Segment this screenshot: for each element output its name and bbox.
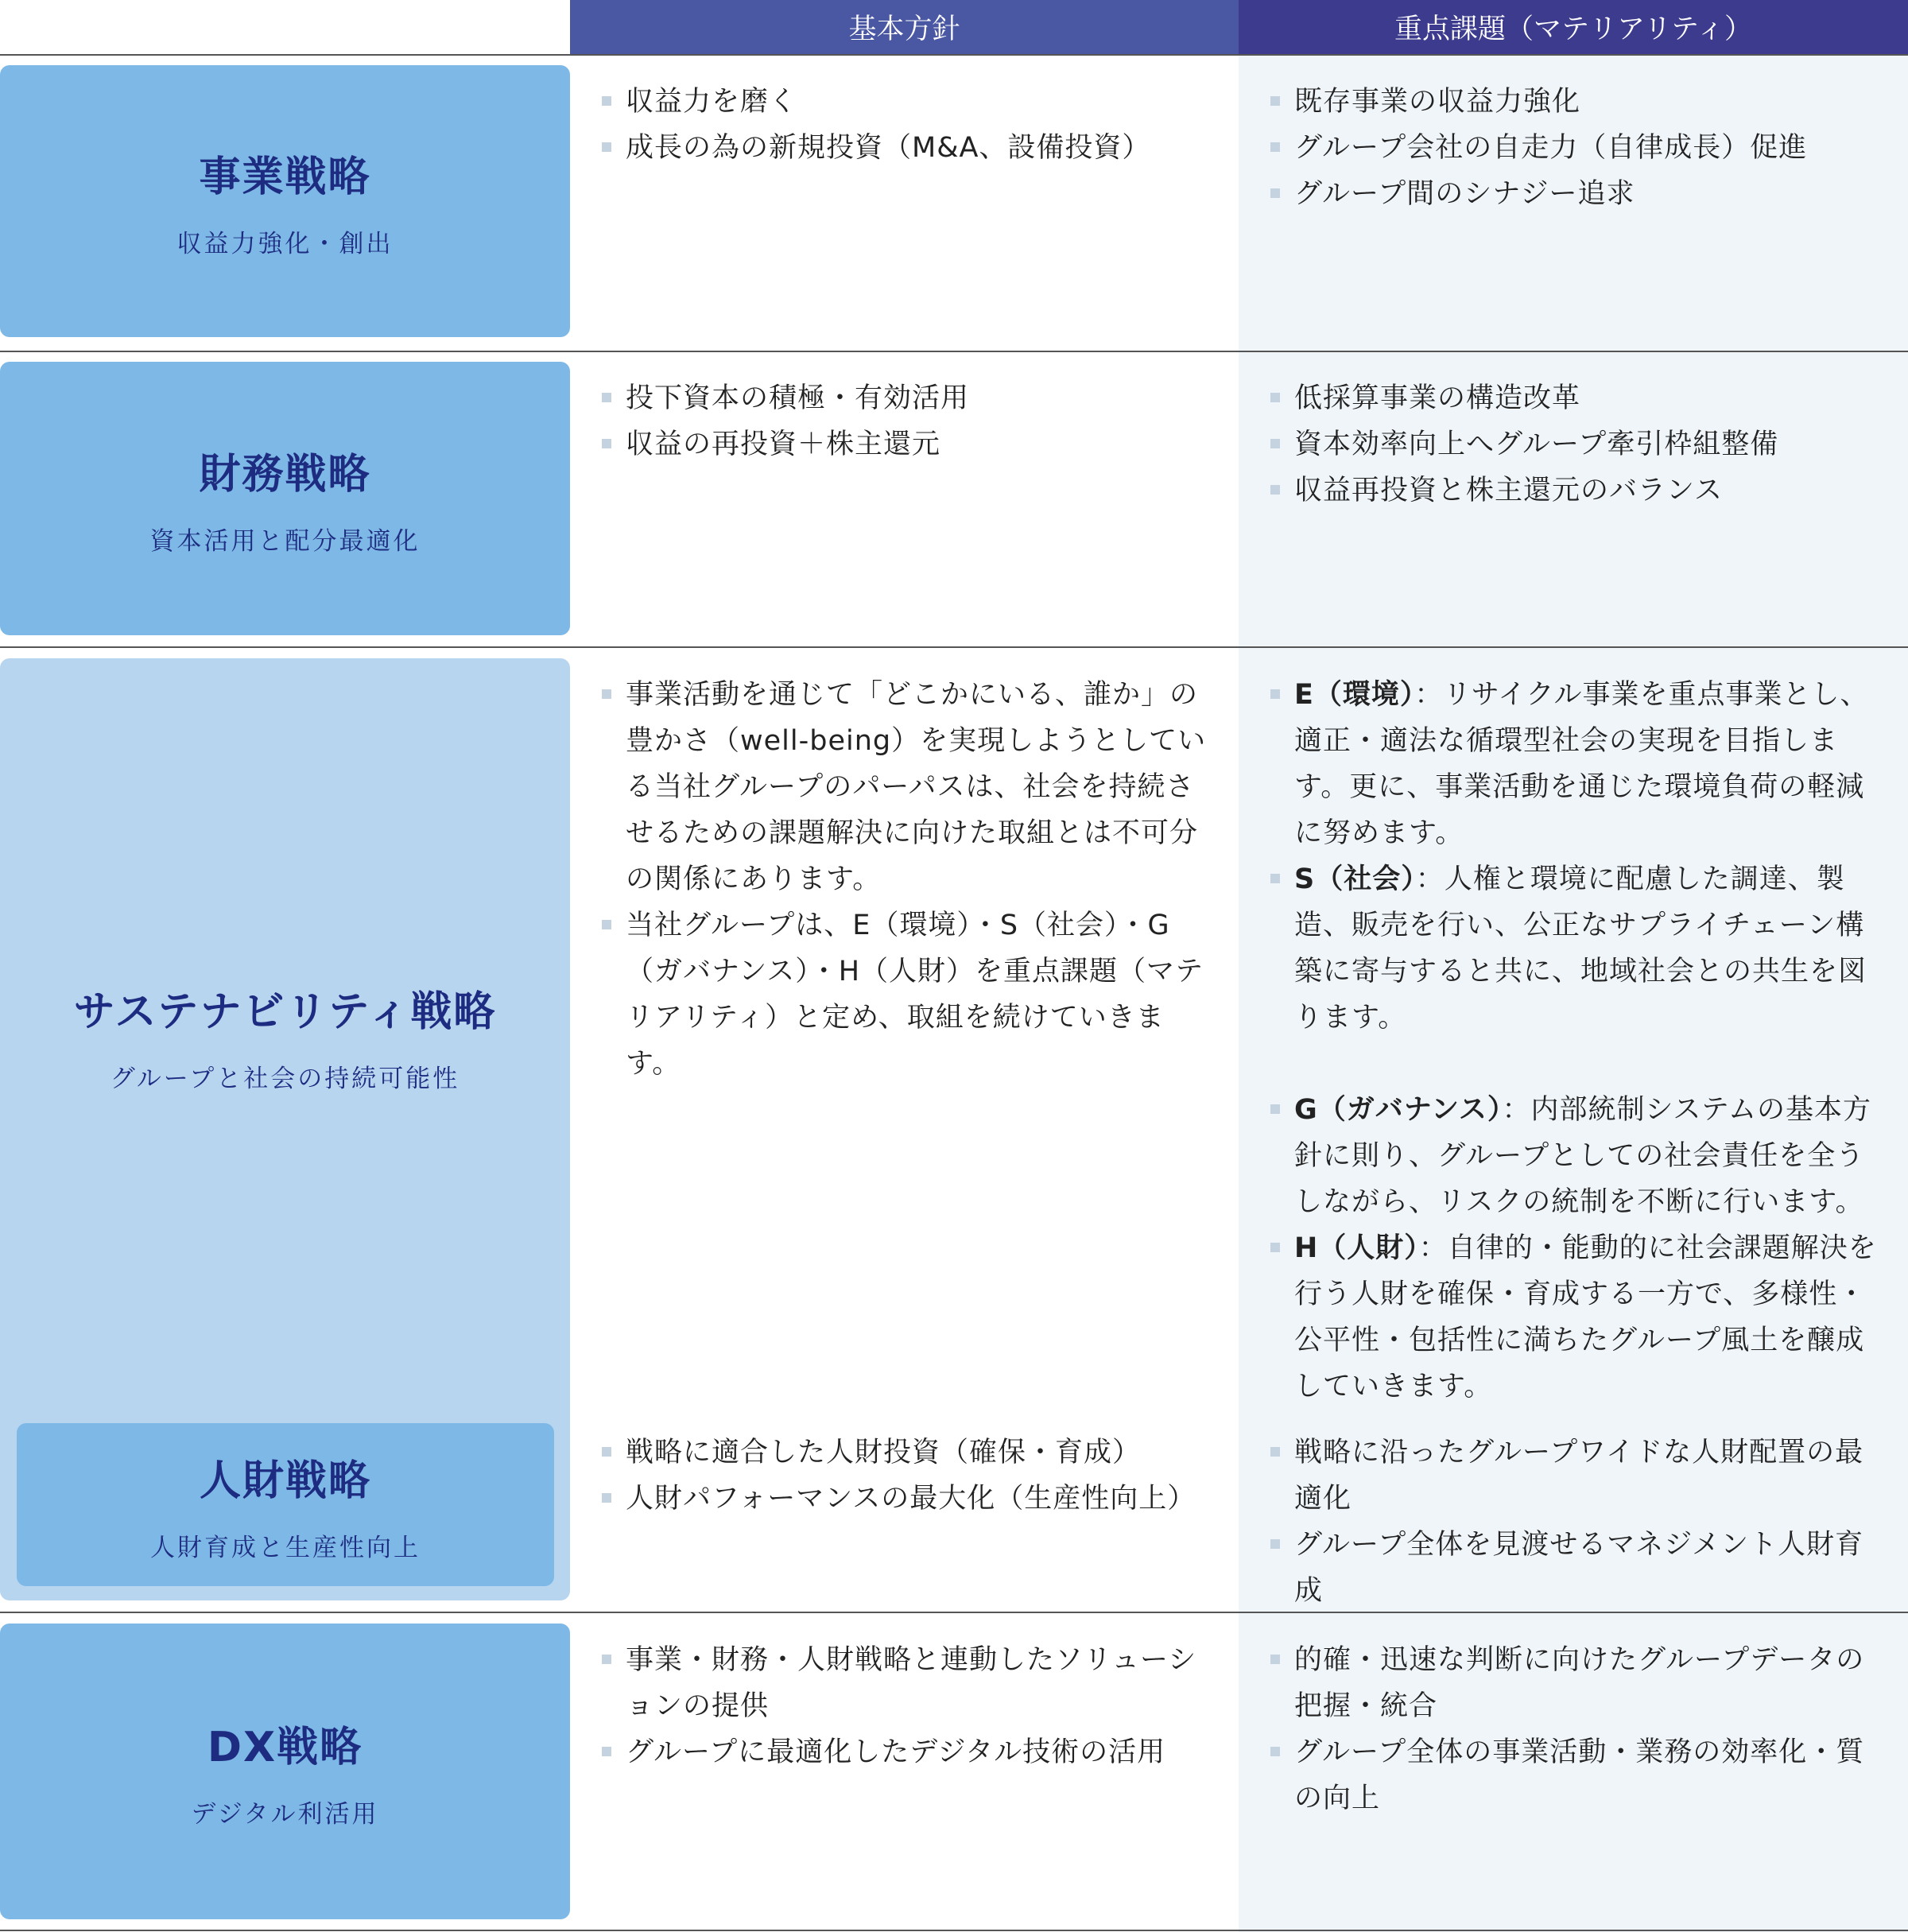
materiality-item: 既存事業の収益力強化 — [1270, 79, 1883, 125]
strategy-box-human-resources — [17, 1423, 554, 1586]
row-divider — [0, 1930, 1908, 1931]
materiality-text: ：自律的・能動的に社会課題解決を行う人財を確保・育成する一方で、多様性・公平性・包括性に満ちたグループ風土を醸成していきます。 — [1294, 1232, 1877, 1402]
materiality-item-human — [1270, 1225, 1883, 1410]
policy-item: 戦略に適合した人財投資（確保・育成） — [602, 1430, 1214, 1476]
materiality-item: 資本効率向上へグループ牽引枠組整備 — [1270, 421, 1883, 467]
row-divider — [0, 351, 1908, 352]
policy-item: 成長の為の新規投資（M&A、設備投資） — [602, 125, 1214, 171]
materiality-key: H（人財） — [1294, 1232, 1419, 1264]
policy-cell-dx — [602, 1637, 1214, 1775]
materiality-text: ：内部統制システムの基本方針に則り、グループとしての社会責任を全うしながら、リスクの統制を不断に行います。 — [1294, 1094, 1871, 1218]
policy-item: 収益力を磨く — [602, 79, 1214, 125]
materiality-cell-human-resources — [1270, 1430, 1883, 1614]
materiality-item-environment — [1270, 672, 1883, 856]
materiality-key: G（ガバナンス） — [1294, 1094, 1503, 1126]
row-divider — [0, 646, 1908, 648]
strategy-box-business — [0, 65, 570, 337]
policy-item: グループに最適化したデジタル技術の活用 — [602, 1729, 1214, 1775]
strategy-subtitle: デジタル利活用 — [191, 1800, 379, 1829]
materiality-cell-sustainability — [1270, 672, 1883, 1410]
policy-item: 事業・財務・人財戦略と連動したソリューションの提供 — [602, 1637, 1214, 1729]
materiality-key: E（環境） — [1294, 679, 1415, 711]
materiality-item: グループ全体を見渡せるマネジメント人財育成 — [1270, 1522, 1883, 1614]
materiality-item-social — [1270, 856, 1883, 1041]
strategy-box-finance — [0, 362, 570, 635]
strategy-title: 財務戦略 — [199, 451, 371, 499]
strategy-box-dx — [0, 1624, 570, 1919]
materiality-item: 戦略に沿ったグループワイドな人財配置の最適化 — [1270, 1430, 1883, 1522]
materiality-text: ：人権と環境に配慮した調達、製造、販売を行い、公正なサプライチェーン構築に寄与すると共に、地域社会との共生を図ります。 — [1294, 863, 1867, 1034]
materiality-item-governance — [1270, 1087, 1883, 1225]
sustainability-heading — [0, 658, 570, 1414]
strategy-subtitle: 資本活用と配分最適化 — [149, 527, 421, 556]
materiality-cell-dx — [1270, 1637, 1883, 1821]
materiality-cell-business — [1270, 79, 1883, 217]
header-materiality: 重点課題（マテリアリティ） — [1239, 0, 1908, 54]
materiality-key: S（社会） — [1294, 863, 1416, 895]
materiality-item: グループ間のシナジー追求 — [1270, 171, 1883, 217]
policy-cell-business — [602, 79, 1214, 171]
policy-item: 事業活動を通じて「どこかにいる、誰か」の豊かさ（well-being）を実現しようとしている当社グループのパーパスは、社会を持続させるための課題解決に向けた取組とは不可分の関係にあります。 — [602, 672, 1214, 902]
strategy-title: 人財戦略 — [199, 1457, 371, 1505]
strategy-subtitle: 人財育成と生産性向上 — [150, 1533, 421, 1562]
materiality-text: ：リサイクル事業を重点事業とし、適正・適法な循環型社会の実現を目指します。更に、事業活動を通じた環境負荷の軽減に努めます。 — [1294, 679, 1869, 849]
policy-item: 当社グループは、E（環境）・S（社会）・G（ガバナンス）・H（人財）を重点課題（マテリアリティ）と定め、取組を続けていきます。 — [602, 902, 1214, 1087]
policy-cell-finance — [602, 375, 1214, 467]
materiality-item: グループ全体の事業活動・業務の効率化・質の向上 — [1270, 1729, 1883, 1821]
policy-item: 収益の再投資＋株主還元 — [602, 421, 1214, 467]
policy-cell-sustainability — [602, 672, 1214, 1087]
materiality-item: 低採算事業の構造改革 — [1270, 375, 1883, 421]
materiality-item: 的確・迅速な判断に向けたグループデータの把握・統合 — [1270, 1637, 1883, 1729]
policy-item: 人財パフォーマンスの最大化（生産性向上） — [602, 1476, 1214, 1522]
strategy-subtitle: グループと社会の持続可能性 — [110, 1065, 460, 1093]
header-policy: 基本方針 — [570, 0, 1239, 54]
row-divider — [0, 54, 1908, 56]
policy-cell-human-resources — [602, 1430, 1214, 1522]
strategy-subtitle: 収益力強化・創出 — [176, 230, 394, 258]
strategy-box-sustainability — [0, 658, 570, 1600]
materiality-cell-finance — [1270, 375, 1883, 514]
strategy-title: サステナビリティ戦略 — [73, 988, 497, 1036]
strategy-title: DX戦略 — [207, 1724, 363, 1771]
materiality-item: グループ会社の自走力（自律成長）促進 — [1270, 125, 1883, 171]
policy-item: 投下資本の積極・有効活用 — [602, 375, 1214, 421]
strategy-title: 事業戦略 — [199, 153, 371, 201]
materiality-item: 収益再投資と株主還元のバランス — [1270, 467, 1883, 514]
